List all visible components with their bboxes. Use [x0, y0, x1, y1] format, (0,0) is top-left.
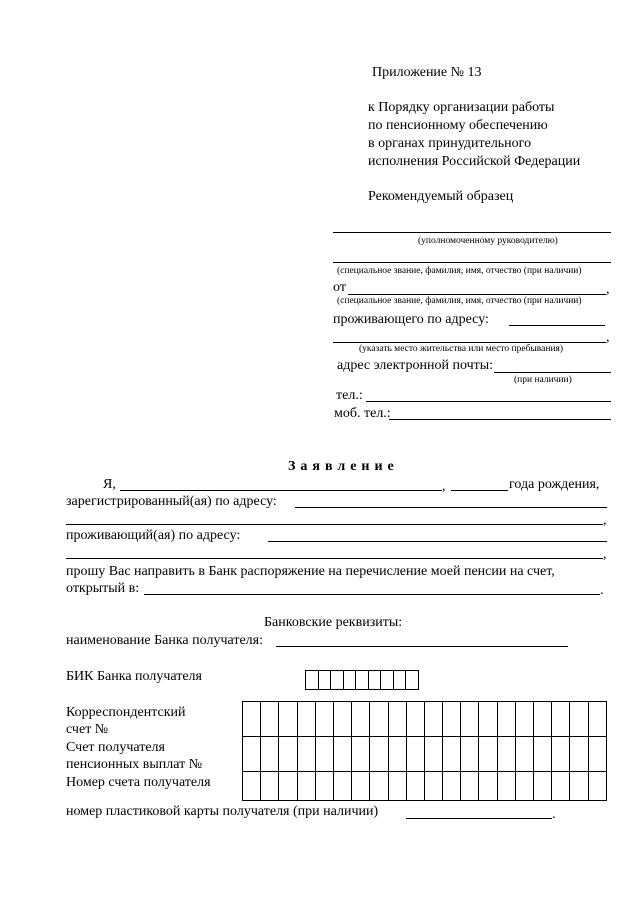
bik-cells[interactable]: [305, 670, 419, 690]
bank-section-title: Банковские реквизиты:: [264, 615, 403, 630]
request-line-2: открытый в:: [66, 581, 140, 596]
appendix-number: Приложение № 13: [372, 65, 482, 80]
residing-address-label: проживающий(ая) по адресу:: [66, 528, 241, 543]
registered-comma: ,: [603, 513, 607, 528]
phone-line[interactable]: [366, 401, 611, 402]
rank-caption-1: (специальное звание, фамилия, имя, отчество (при наличии): [337, 266, 582, 276]
email-line[interactable]: [494, 372, 611, 373]
addressee-rank-line[interactable]: [333, 262, 611, 263]
request-period: .: [600, 583, 604, 598]
card-number-label: номер пластиковой карты получателя (при наличии): [66, 804, 379, 819]
rank-caption-2: (специальное звание, фамилия, имя, отчество (при наличии): [337, 296, 582, 306]
bank-name-label: наименование Банка получателя:: [66, 633, 263, 648]
residing-label: проживающего по адресу:: [333, 312, 489, 327]
addressee-name-line[interactable]: [333, 232, 611, 233]
recipient-account-label: Номер счета получателя: [66, 775, 211, 790]
name-comma: ,: [442, 479, 446, 494]
email-label: адрес электронной почты:: [337, 358, 494, 373]
pension-account-label-2: пенсионных выплат №: [66, 757, 203, 772]
header-line-4: исполнения Российской Федерации: [368, 154, 581, 169]
card-number-line[interactable]: [406, 818, 552, 819]
birth-year-label: года рождения,: [509, 477, 600, 492]
registered-address-line-2[interactable]: [66, 524, 603, 525]
birth-year-line[interactable]: [451, 490, 508, 491]
residing-address-line-1[interactable]: [268, 541, 607, 542]
phone-label: тел.:: [336, 388, 363, 403]
bik-label: БИК Банка получателя: [66, 669, 202, 684]
header-line-2: по пенсионному обеспечению: [368, 118, 548, 133]
applicant-name-line[interactable]: [120, 490, 442, 491]
header-line-3: в органах принудительного: [368, 136, 532, 151]
residence-line-2[interactable]: [333, 342, 606, 343]
account-number-grid[interactable]: [242, 701, 607, 801]
registered-label: зарегистрированный(ая) по адресу:: [66, 494, 277, 509]
statement-title: Заявление: [288, 459, 399, 474]
mobile-label: моб. тел.:: [334, 406, 391, 421]
from-label: от: [333, 280, 346, 295]
mobile-line[interactable]: [389, 419, 611, 420]
pension-account-label-1: Счет получателя: [66, 740, 165, 755]
corr-account-label-2: счет №: [66, 722, 109, 737]
registered-address-line-1[interactable]: [295, 507, 607, 508]
from-name-line[interactable]: [348, 294, 606, 295]
request-line-1: прошу Вас направить в Банк распоряжение на перечисление моей пенсии на счет,: [66, 564, 555, 579]
email-caption: (при наличии): [514, 375, 572, 385]
i-label: Я,: [103, 477, 116, 492]
corr-account-label-1: Корреспондентский: [66, 705, 186, 720]
residing-comma: ,: [603, 547, 607, 562]
bank-opened-line[interactable]: [144, 594, 600, 595]
residing-address-line-2[interactable]: [66, 558, 603, 559]
addressee-caption: (уполномоченному руководителю): [418, 236, 558, 246]
from-comma: ,: [606, 282, 610, 297]
bank-name-line[interactable]: [276, 646, 568, 647]
header-line-1: к Порядку организации работы: [368, 100, 555, 115]
residence-line-1[interactable]: [509, 325, 605, 326]
sample-label: Рекомендуемый образец: [368, 189, 514, 204]
residence-comma: ,: [606, 330, 610, 345]
residence-caption: (указать место жительства или место пребывания): [359, 344, 564, 354]
card-period: .: [552, 807, 556, 822]
